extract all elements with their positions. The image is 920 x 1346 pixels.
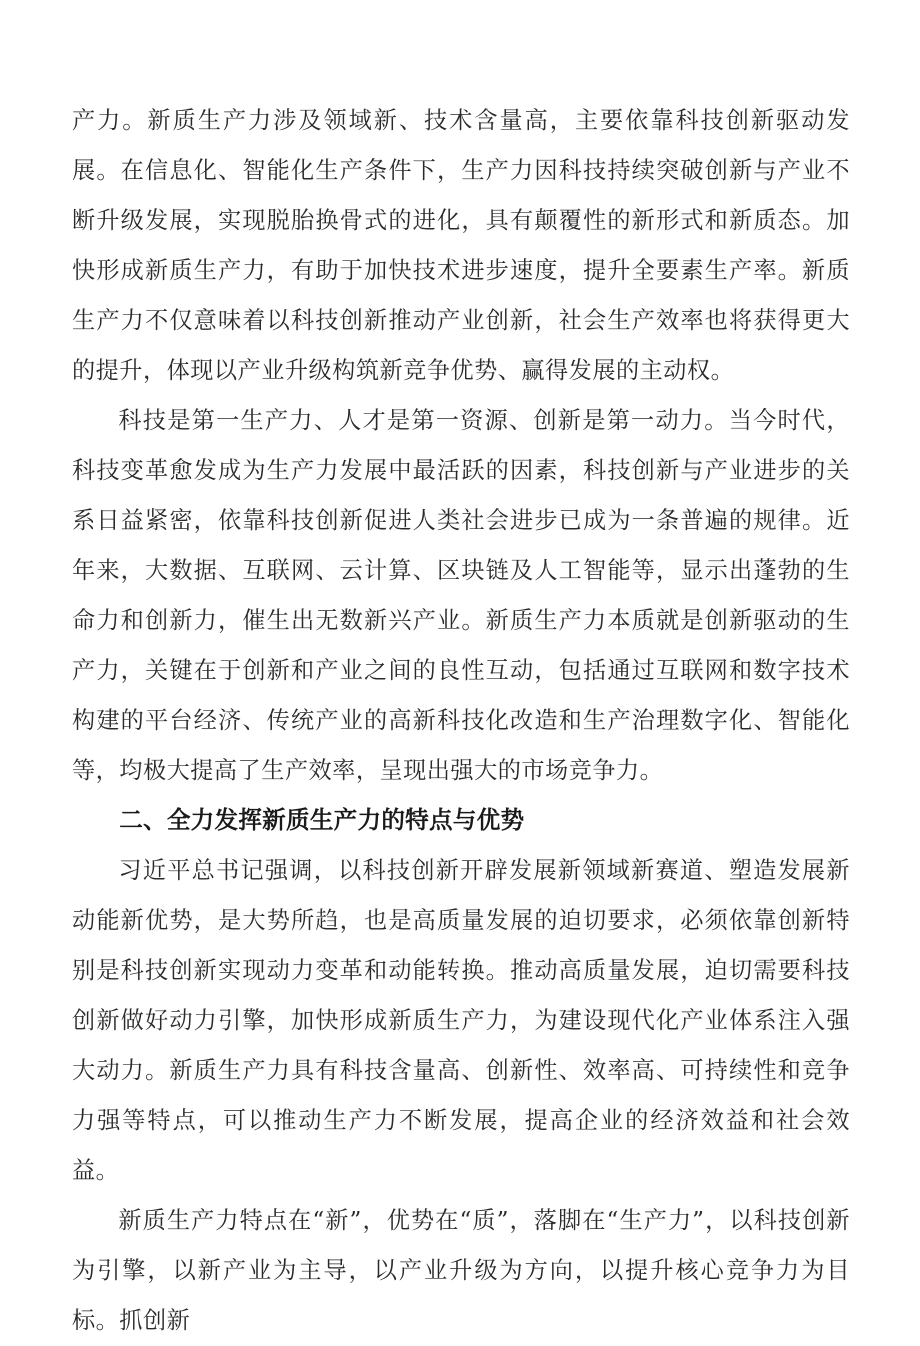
document-text-column <box>72 96 850 1346</box>
section-heading-two: 二、全力发挥新质生产力的特点与优势 <box>119 808 525 834</box>
paragraph-general-secretary-emphasis: 习近平总书记强调，以科技创新开辟发展新领域新赛道、塑造发展新动能新优势，是大势所趋，也是高质量发展的迫切要求，必须依靠创新特别是科技创新实现动力变革和动能转换。推动高质量发展，迫切需要科技创新做好动力引擎，加快形成新质生产力，为建设现代化产业体系注入强大动力。新质生产力具有科技含量高、创新性、效率高、可持续性和竞争力强等特点，可以推动生产力不断发展，提高企业的经济效益和社会效益。 <box>72 857 850 1184</box>
paragraph-new-quality-characteristics: 新质生产力特点在“新”，优势在“质”，落脚在“生产力”，以科技创新为引擎，以新产业为主导，以产业升级为方向，以提升核心竞争力为目标。抓创新 <box>72 1207 850 1334</box>
paragraph-science-first-productive-force: 科技是第一生产力、人才是第一资源、创新是第一动力。当今时代，科技变革愈发成为生产力发展中最活跃的因素，科技创新与产业进步的关系日益紧密，依靠科技创新促进人类社会进步已成为一条普遍的规律。近年来，大数据、互联网、云计算、区块链及人工智能等，显示出蓬勃的生命力和创新力，催生出无数新兴产业。新质生产力本质就是创新驱动的生产力，关键在于创新和产业之间的良性互动，包括通过互联网和数字技术构建的平台经济、传统产业的高新科技化改造和生产治理数字化、智能化等，均极大提高了生产效率，呈现出强大的市场竞争力。 <box>72 407 850 784</box>
paragraph-continued-productivity-definition: 产力。新质生产力涉及领域新、技术含量高，主要依靠科技创新驱动发展。在信息化、智能化生产条件下，生产力因科技持续突破创新与产业不断升级发展，实现脱胎换骨式的进化，具有颠覆性的新形式和新质态。加快形成新质生产力，有助于加快技术进步速度，提升全要素生产率。新质生产力不仅意味着以科技创新推动产业创新，社会生产效率也将获得更大的提升，体现以产业升级构筑新竞争优势、赢得发展的主动权。 <box>72 107 850 384</box>
